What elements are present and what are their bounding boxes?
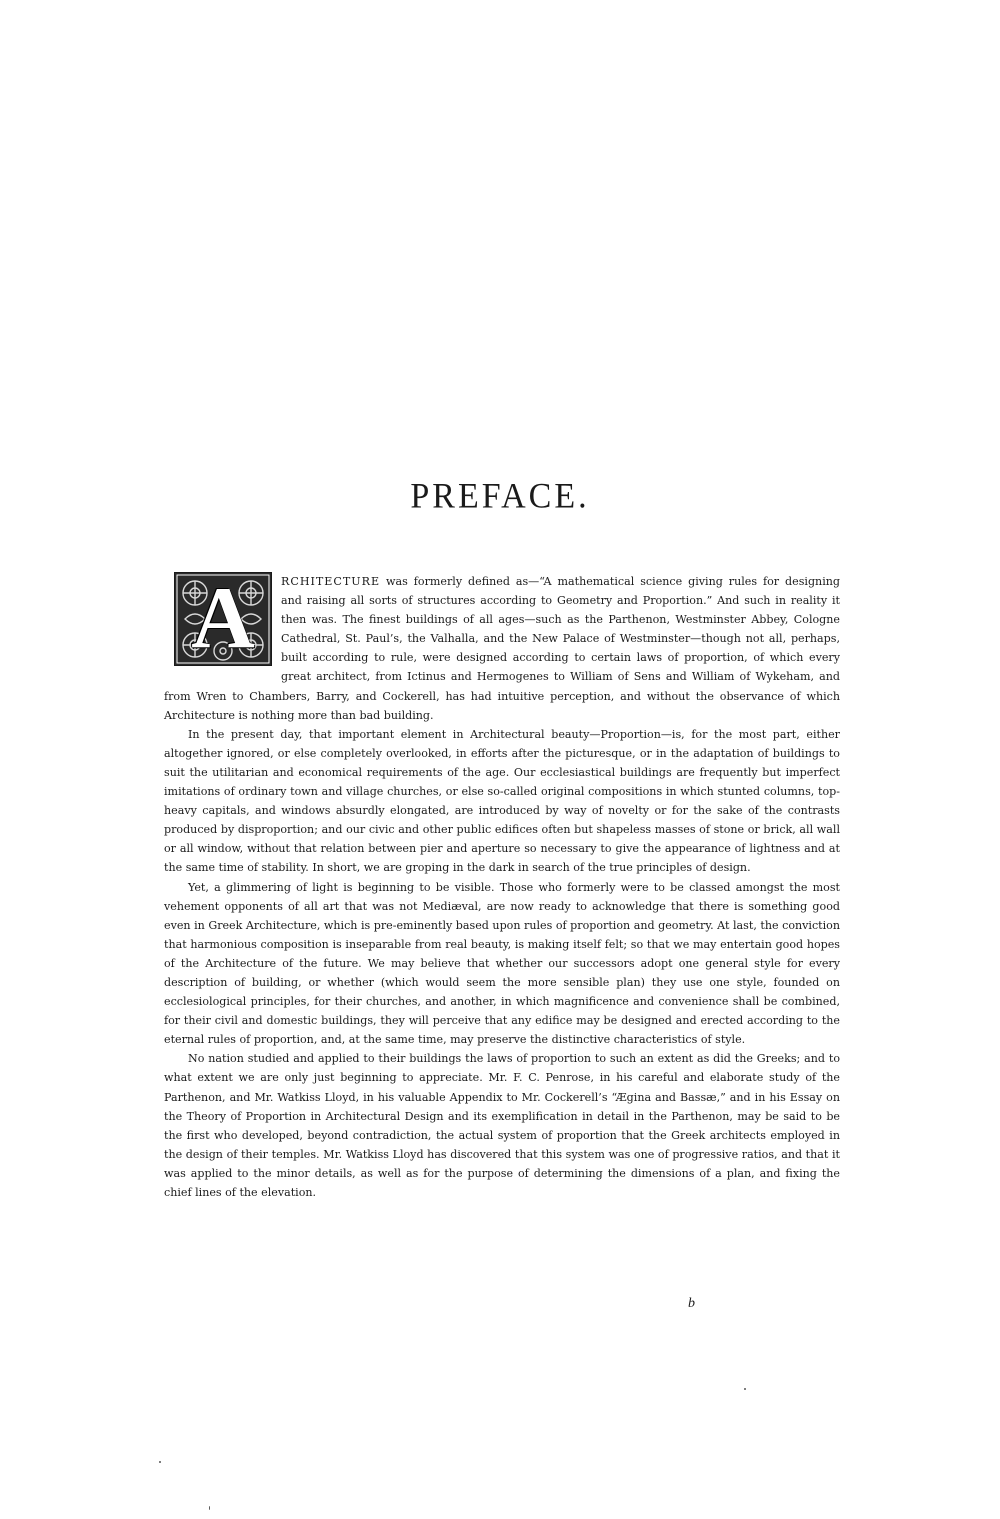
ornamental-initial <box>174 572 272 666</box>
page-title: PREFACE. <box>410 477 590 516</box>
paragraph-4: No nation studied and applied to their buildings the laws of proportion to such an extent as did the Greeks; and to what extent we are only just beginning to appreciate. Mr. F. C. Penrose, in his careful and elaborate study of the Parthenon, and Mr. Watkiss Lloyd, in his valuable Appendix to Mr. Cockerell’s “Ægina and Bassæ,” and in his Essay on the Theory of Proportion in Architectural Design and its exemplification in detail in the Parthenon, may be said to be the first who developed, beyond contradiction, the actual system of proportion that the Greek architects employed in the design of their temples. Mr. Watkiss Lloyd has discovered that this system was one of progressive ratios, and that it was applied to the minor details, as well as for the purpose of determining the dimensions of a plan, and fixing the chief lines of the elevation. <box>164 1052 840 1199</box>
scan-speck <box>744 1388 746 1390</box>
paragraph-2: In the present day, that important element in Architectural beauty—Proportion—is, for the most part, either altogether ignored, or else completely overlooked, in efforts after the picturesque, or in the adaptation of buildings to suit the utilitarian and economical requirements of the age. Our ecclesiastical buildings are frequently but imperfect imitations of ordinary town and village churches, or else so-called original compositions in which stunted columns, top-heavy capitals, and windows absurdly elongated, are introduced by way of novelty or for the sake of the contrasts produced by disproportion; and our civic and other public edifices often but shapeless masses of stone or brick, all wall or all window, without that relation between pier and aperture so necessary to give the appearance of lightness and at the same time of stability. In short, we are groping in the dark in search of the true principles of design. <box>164 727 840 875</box>
scan-speck <box>209 1506 210 1510</box>
paragraph-1 <box>164 572 840 725</box>
preface-body <box>164 572 840 1202</box>
dropcap-letter: A <box>191 570 255 667</box>
paragraph-3: Yet, a glimmering of light is beginning to be visible. Those who formerly were to be classed amongst the most vehement opponents of all art that was not Mediæval, are now ready to acknowledge that there is something good even in Greek Architecture, which is pre-eminently based upon rules of proportion and geometry. At last, the conviction that harmonious composition is inseparable from real beauty, is making itself felt; so that we may entertain good hopes of the Architecture of the future. We may believe that whether our successors adopt one general style for every description of building, or whether (which would seem the more sensible plan) they use one style, founded on ecclesiological principles, for their churches, and another, in which magnificence and convenience shall be combined, for their civil and domestic buildings, they will perceive that any edifice may be designed and erected according to the eternal rules of proportion, and, at the same time, may preserve the distinctive characteristics of style. <box>164 880 840 1047</box>
paragraph-text: was formerly defined as—“A mathematical science giving rules for designing and raising all sorts of structures according to Geometry and Proportion.” And such in reality it then was. The finest buildings of all ages—such as the Parthenon, Westminster Abbey, Cologne Cathedral, St. Paul’s, the Valhalla, and the New Palace of Westminster—though not all, perhaps, built according to rule, were designed according to certain laws of proportion, of which every great architect, from Ictinus and Hermogenes to William of Sens and William of Wykeham, and from Wren to Chambers, Barry, and Cockerell, has had intuitive perception, and without the observance of which Architecture is nothing more than bad building. <box>164 575 840 722</box>
lead-word: RCHITECTURE <box>281 575 381 588</box>
scan-speck <box>159 1461 161 1463</box>
signature-mark: b <box>688 1296 695 1311</box>
